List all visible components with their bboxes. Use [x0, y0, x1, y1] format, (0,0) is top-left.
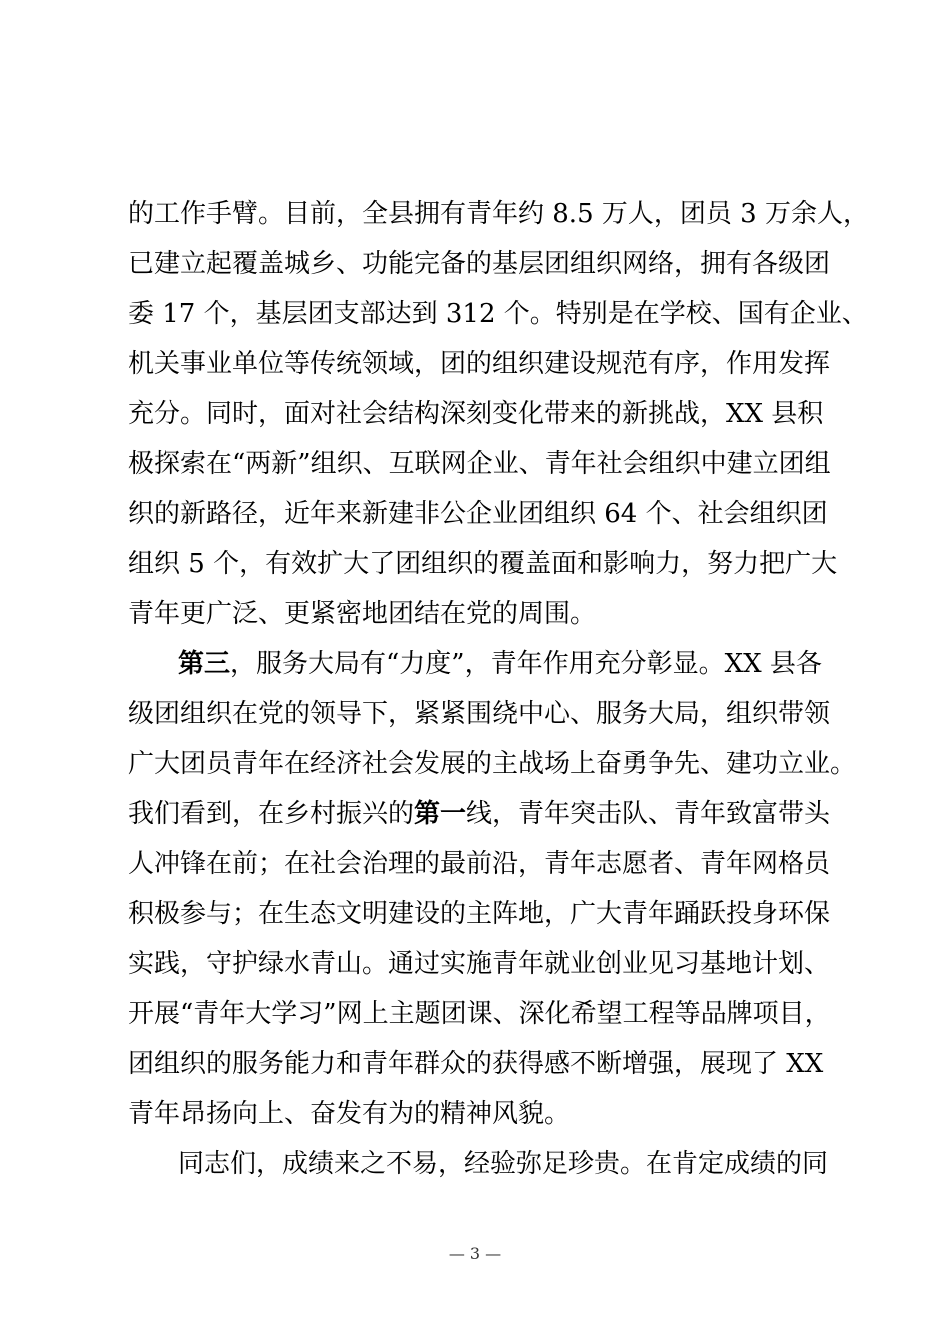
- text-line: 人冲锋在前；在社会治理的最前沿，青年志愿者、青年网格员: [128, 849, 831, 879]
- text-span: 线，青年突击队、青年致富带头: [466, 799, 831, 829]
- bold-heading-text: 第三: [178, 649, 231, 679]
- text-line: 积极参与；在生态文明建设的主阵地，广大青年踊跃投身环保: [128, 899, 831, 929]
- text-line: [128, 798, 830, 830]
- text-line: 青年昂扬向上、奋发有为的精神风貌。: [128, 1099, 571, 1129]
- text-line: 的工作手臂。目前，全县拥有青年约 8.5 万人，团员 3 万余人，: [128, 199, 869, 229]
- text-span: ，服务大局有“力度”，青年作用充分彰显。XX 县各: [230, 649, 822, 679]
- text-line: 级团组织在党的领导下，紧紧围绕中心、服务大局，组织带领: [128, 699, 831, 729]
- text-line: 开展“青年大学习”网上主题团课、深化希望工程等品牌项目，: [128, 999, 831, 1029]
- text-line: 充分。同时，面对社会结构深刻变化带来的新挑战，XX 县积: [128, 399, 824, 429]
- text-line: 实践，守护绿水青山。通过实施青年就业创业见习基地计划、: [128, 949, 831, 979]
- text-line: 已建立起覆盖城乡、功能完备的基层团组织网络，拥有各级团: [128, 249, 831, 279]
- text-line: 青年更广泛、更紧密地团结在党的周围。: [128, 599, 597, 629]
- text-line: 团组织的服务能力和青年群众的获得感不断增强，展现了 XX: [128, 1049, 824, 1079]
- text-span: 我们看到，在乡村振兴的: [128, 799, 415, 829]
- text-line: 委 17 个，基层团支部达到 312 个。特别是在学校、国有企业、: [128, 299, 868, 329]
- text-line: 广大团员青年在经济社会发展的主战场上奋勇争先、建功立业。: [128, 749, 857, 779]
- text-line: 极探索在“两新”组织、互联网企业、青年社会组织中建立团组: [128, 449, 831, 479]
- paragraph-start-line: [178, 648, 822, 680]
- page-number: — 3 —: [448, 1244, 502, 1263]
- bold-text: 第一: [414, 799, 467, 829]
- text-line: 机关事业单位等传统领域，团的组织建设规范有序，作用发挥: [128, 349, 831, 379]
- text-line: 组织 5 个，有效扩大了团组织的覆盖面和影响力，努力把广大: [128, 549, 838, 579]
- paragraph-start-line: 同志们，成绩来之不易，经验弥足珍贵。在肯定成绩的同: [178, 1149, 829, 1179]
- text-line: 织的新路径，近年来新建非公企业团组织 64 个、社会组织团: [128, 499, 828, 529]
